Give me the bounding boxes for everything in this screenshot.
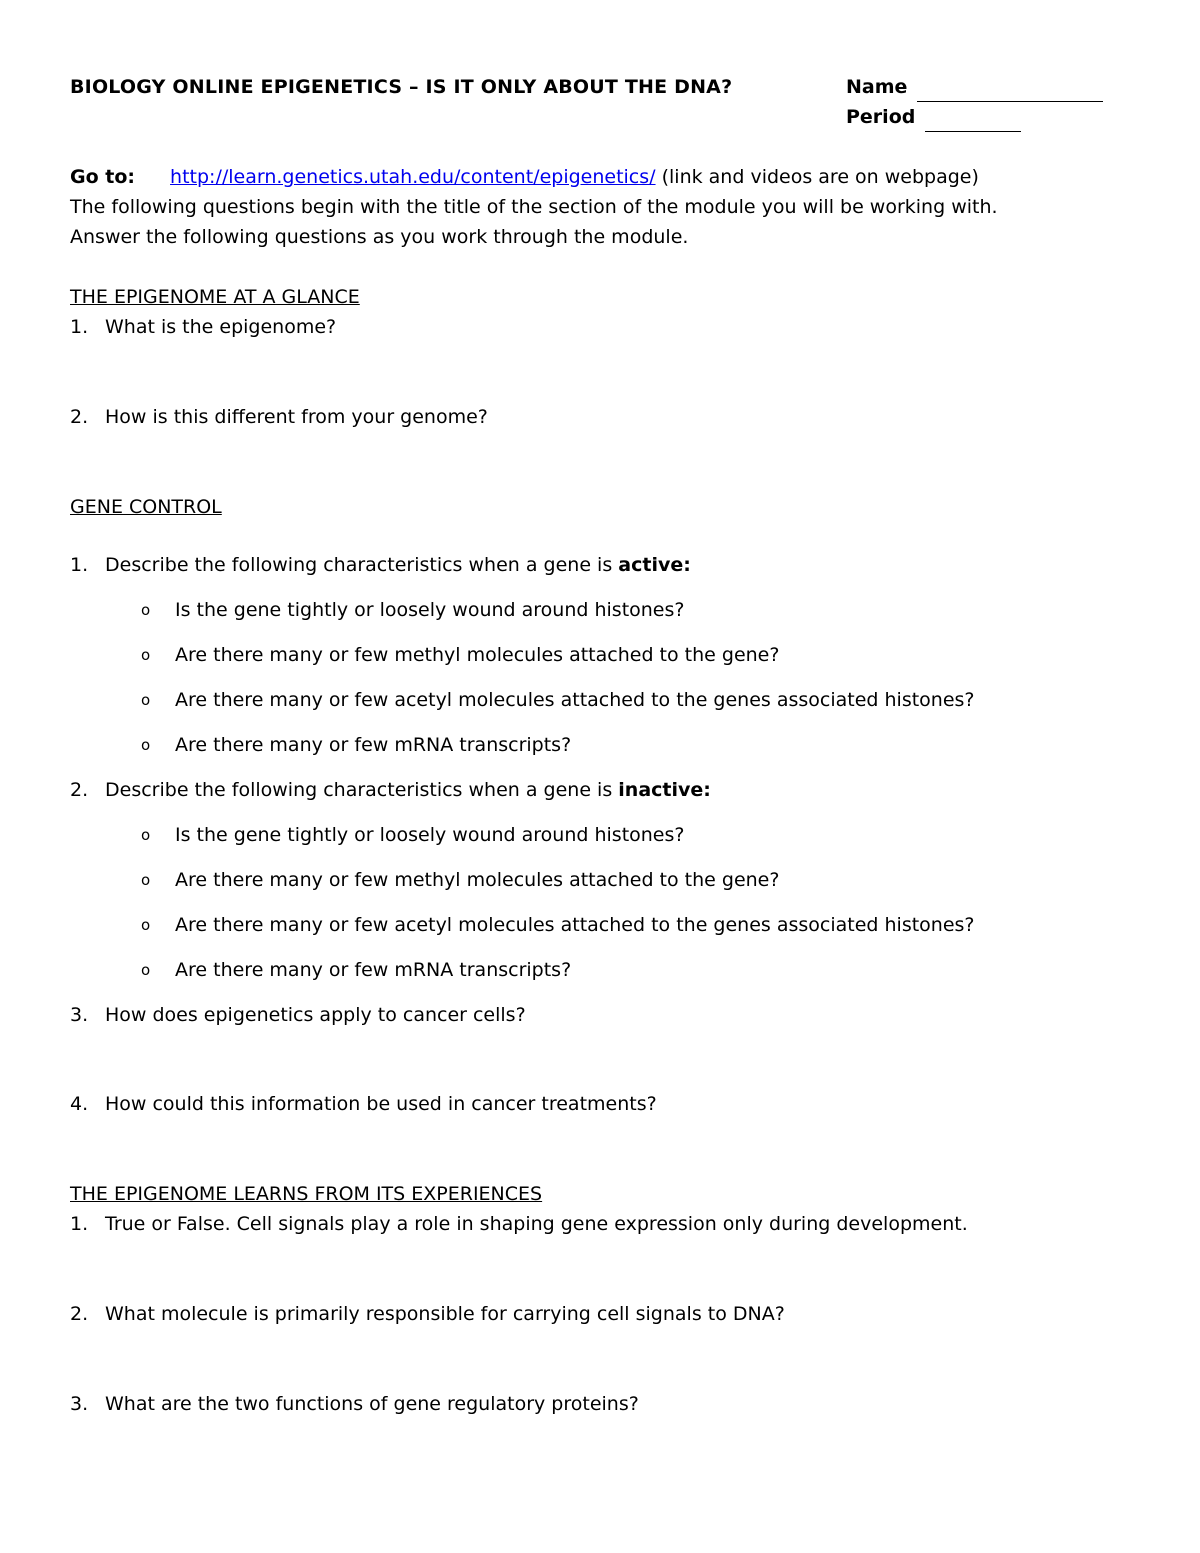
- question-text: What are the two functions of gene regulatory proteins?: [105, 1393, 639, 1415]
- question-item: [70, 1299, 1130, 1329]
- question-number: 1.: [70, 316, 89, 338]
- link-note: (link and videos are on webpage): [661, 166, 979, 188]
- bullet-marker: o: [141, 646, 151, 664]
- sub-question-text: Are there many or few mRNA transcripts?: [175, 734, 572, 756]
- section-title-epigenome-at-a-glance: THE EPIGENOME AT A GLANCE: [70, 286, 360, 308]
- question-item: [70, 550, 1130, 580]
- period-field-row: [846, 102, 1103, 132]
- worksheet-page: [70, 72, 1130, 1419]
- bullet-marker: o: [141, 916, 151, 934]
- question-item: [70, 1389, 1130, 1419]
- question-text: [105, 550, 691, 580]
- bullet-marker: o: [141, 961, 151, 979]
- question-keyword-active: active:: [618, 554, 691, 576]
- question-item: [70, 775, 1130, 805]
- sub-question-text: Is the gene tightly or loosely wound around histones?: [175, 599, 685, 621]
- intro-line-1: The following questions begin with the title of the section of the module you will be working with.: [70, 196, 998, 218]
- section-title-gene-control: GENE CONTROL: [70, 496, 222, 518]
- question-item: [70, 1089, 1130, 1119]
- question-text: [105, 775, 711, 805]
- name-field-row: [846, 72, 1103, 102]
- sub-question-item: [70, 640, 1130, 670]
- sub-question-text: Are there many or few mRNA transcripts?: [175, 959, 572, 981]
- sub-question-text: Are there many or few acetyl molecules attached to the genes associated histones?: [175, 914, 975, 936]
- question-number: 4.: [70, 1093, 89, 1115]
- sub-question-item: [70, 685, 1130, 715]
- sub-question-item: [70, 595, 1130, 625]
- period-blank-line[interactable]: [925, 113, 1021, 132]
- question-keyword-inactive: inactive:: [618, 779, 711, 801]
- sub-question-item: [70, 910, 1130, 940]
- sub-question-text: Is the gene tightly or loosely wound around histones?: [175, 824, 685, 846]
- question-item: [70, 402, 1130, 432]
- document-title: BIOLOGY ONLINE EPIGENETICS – IS IT ONLY ABOUT THE DNA?: [70, 76, 733, 98]
- question-item: [70, 312, 1130, 342]
- sub-question-item: [70, 820, 1130, 850]
- bullet-marker: o: [141, 826, 151, 844]
- section-title-epigenome-learns: THE EPIGENOME LEARNS FROM ITS EXPERIENCES: [70, 1183, 543, 1205]
- question-number: 2.: [70, 406, 89, 428]
- period-label: Period: [846, 106, 916, 128]
- name-blank-line[interactable]: [917, 83, 1103, 102]
- sub-question-item: [70, 865, 1130, 895]
- bullet-marker: o: [141, 736, 151, 754]
- intro-line-2: Answer the following questions as you work through the module.: [70, 226, 689, 248]
- question-number: 2.: [70, 779, 89, 801]
- question-text: What is the epigenome?: [105, 316, 337, 338]
- question-text: True or False. Cell signals play a role in shaping gene expression only during development.: [105, 1213, 968, 1235]
- name-label: Name: [846, 76, 908, 98]
- question-number: 3.: [70, 1004, 89, 1026]
- sub-question-item: [70, 730, 1130, 760]
- sub-question-text: Are there many or few methyl molecules attached to the gene?: [175, 644, 780, 666]
- question-text: What molecule is primarily responsible for carrying cell signals to DNA?: [105, 1303, 785, 1325]
- question-item: [70, 1209, 1130, 1239]
- sub-question-item: [70, 955, 1130, 985]
- module-link[interactable]: http://learn.genetics.utah.edu/content/epigenetics/: [170, 166, 656, 188]
- question-number: 1.: [70, 1213, 89, 1235]
- sub-question-text: Are there many or few methyl molecules attached to the gene?: [175, 869, 780, 891]
- bullet-marker: o: [141, 601, 151, 619]
- question-number: 1.: [70, 554, 89, 576]
- question-item: [70, 1000, 1130, 1030]
- question-number: 2.: [70, 1303, 89, 1325]
- student-info-fields: [846, 72, 1103, 132]
- goto-line: [70, 162, 1130, 192]
- question-text: How could this information be used in cancer treatments?: [105, 1093, 657, 1115]
- question-text: How is this different from your genome?: [105, 406, 488, 428]
- question-number: 3.: [70, 1393, 89, 1415]
- sub-question-text: Are there many or few acetyl molecules attached to the genes associated histones?: [175, 689, 975, 711]
- question-text: How does epigenetics apply to cancer cells?: [105, 1004, 526, 1026]
- question-prefix: Describe the following characteristics when a gene is: [105, 554, 619, 576]
- bullet-marker: o: [141, 871, 151, 889]
- bullet-marker: o: [141, 691, 151, 709]
- question-prefix: Describe the following characteristics when a gene is: [105, 779, 619, 801]
- goto-label: Go to:: [70, 166, 135, 188]
- worksheet-header: [70, 72, 1130, 132]
